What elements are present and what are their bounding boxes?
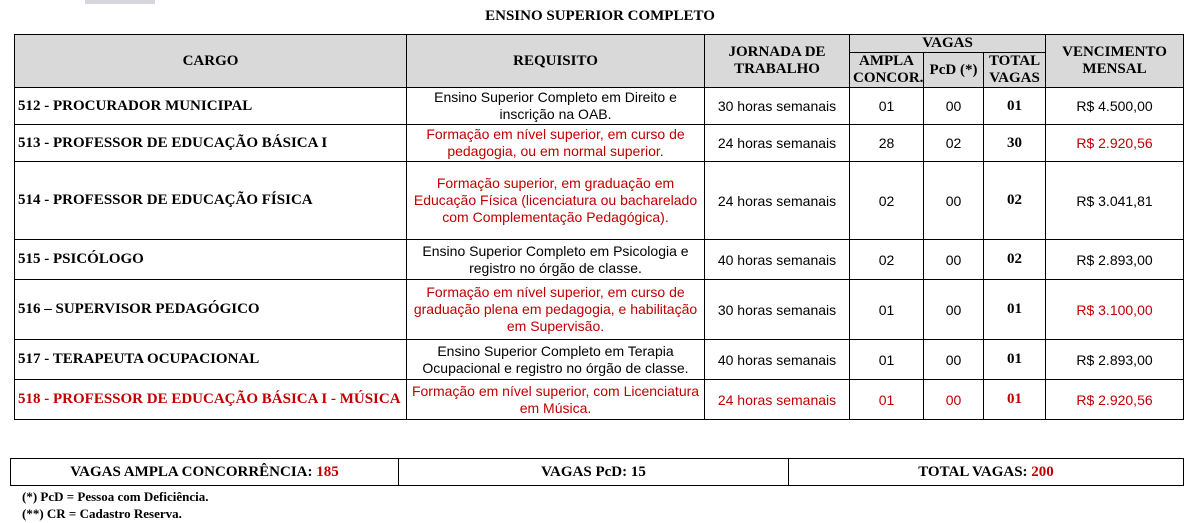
- ampla-cell: 02: [850, 240, 924, 280]
- total-pcd-cell: [399, 459, 789, 486]
- jornada-cell: 40 horas semanais: [705, 240, 850, 280]
- jornada-cell: 24 horas semanais: [705, 162, 850, 240]
- pcd-cell: 02: [924, 125, 984, 162]
- total-cell: 02: [984, 162, 1046, 240]
- footnotes: [22, 488, 208, 522]
- requisito-cell: Ensino Superior Completo em Psicologia e registro no órgão de classe.: [407, 240, 705, 280]
- total-cell: 30: [984, 125, 1046, 162]
- table-row: [15, 280, 1184, 340]
- jornada-cell: 30 horas semanais: [705, 88, 850, 125]
- jornada-cell: 30 horas semanais: [705, 280, 850, 340]
- footnote-pcd: (*) PcD = Pessoa com Deficiência.: [22, 489, 209, 504]
- requisito-cell: Formação em nível superior, com Licenciatura em Música.: [407, 380, 705, 420]
- vencimento-cell: R$ 3.041,81: [1046, 162, 1184, 240]
- pcd-cell: 00: [924, 380, 984, 420]
- ampla-cell: 28: [850, 125, 924, 162]
- table-row: [15, 240, 1184, 280]
- requisito-cell: Ensino Superior Completo em Direito e inscrição na OAB.: [407, 88, 705, 125]
- total-vagas-value: 200: [1031, 463, 1054, 480]
- header-vencimento: VENCIMENTO MENSAL: [1046, 35, 1184, 88]
- header-requisito: REQUISITO: [407, 35, 705, 88]
- total-cell: 01: [984, 88, 1046, 125]
- cargo-cell: 517 - TERAPEUTA OCUPACIONAL: [15, 340, 407, 380]
- ampla-cell: 01: [850, 88, 924, 125]
- pcd-cell: 00: [924, 340, 984, 380]
- header-cargo: CARGO: [15, 35, 407, 88]
- total-cell: 01: [984, 340, 1046, 380]
- ampla-cell: 02: [850, 162, 924, 240]
- vencimento-cell: R$ 2.920,56: [1046, 125, 1184, 162]
- ampla-cell: 01: [850, 340, 924, 380]
- vencimento-cell: R$ 4.500,00: [1046, 88, 1184, 125]
- cargo-cell: 512 - PROCURADOR MUNICIPAL: [15, 88, 407, 125]
- table-row: [15, 340, 1184, 380]
- requisito-cell: Formação superior, em graduação em Educação Física (licenciatura ou bacharelado com Complementação Pedagógica).: [407, 162, 705, 240]
- total-cell: 01: [984, 280, 1046, 340]
- cargo-cell: 515 - PSICÓLOGO: [15, 240, 407, 280]
- jornada-cell: 24 horas semanais: [705, 380, 850, 420]
- total-ampla-cell: [11, 459, 399, 486]
- table-row: [15, 125, 1184, 162]
- jornada-cell: 24 horas semanais: [705, 125, 850, 162]
- pcd-cell: 00: [924, 240, 984, 280]
- pcd-cell: 00: [924, 162, 984, 240]
- header-jornada: JORNADA DE TRABALHO: [705, 35, 850, 88]
- footnote-cr: (**) CR = Cadastro Reserva.: [22, 506, 182, 521]
- cargo-cell: 514 - PROFESSOR DE EDUCAÇÃO FÍSICA: [15, 162, 407, 240]
- requisito-cell: Ensino Superior Completo em Terapia Ocupacional e registro no órgão de classe.: [407, 340, 705, 380]
- vencimento-cell: R$ 2.893,00: [1046, 240, 1184, 280]
- pcd-cell: 00: [924, 88, 984, 125]
- vencimento-cell: R$ 2.920,56: [1046, 380, 1184, 420]
- positions-table: [14, 34, 1184, 420]
- total-cell: 01: [984, 380, 1046, 420]
- cargo-cell: 513 - PROFESSOR DE EDUCAÇÃO BÁSICA I: [15, 125, 407, 162]
- top-edge-mark: [85, 0, 155, 4]
- total-ampla-value: 185: [316, 463, 339, 480]
- header-vagas: VAGAS: [850, 35, 1046, 53]
- total-pcd-label: VAGAS PcD:: [541, 463, 628, 480]
- ampla-cell: 01: [850, 380, 924, 420]
- vencimento-cell: R$ 3.100,00: [1046, 280, 1184, 340]
- table-row: [15, 162, 1184, 240]
- pcd-cell: 00: [924, 280, 984, 340]
- vencimento-cell: R$ 2.893,00: [1046, 340, 1184, 380]
- total-cell: 02: [984, 240, 1046, 280]
- total-vagas-label: TOTAL VAGAS:: [918, 463, 1028, 480]
- jornada-cell: 40 horas semanais: [705, 340, 850, 380]
- requisito-cell: Formação em nível superior, em curso de graduação plena em pedagogia, e habilitação em Supervisão.: [407, 280, 705, 340]
- cargo-cell: 518 - PROFESSOR DE EDUCAÇÃO BÁSICA I - MÚSICA: [15, 380, 407, 420]
- totals-table: [10, 458, 1184, 486]
- page-title: ENSINO SUPERIOR COMPLETO: [485, 8, 715, 24]
- table-row: [15, 380, 1184, 420]
- total-ampla-label: VAGAS AMPLA CONCORRÊNCIA:: [70, 463, 313, 480]
- total-vagas-cell: [789, 459, 1184, 486]
- total-pcd-value: 15: [630, 463, 646, 480]
- header-ampla: AMPLA CONCOR.: [850, 53, 924, 88]
- cargo-cell: 516 – SUPERVISOR PEDAGÓGICO: [15, 280, 407, 340]
- requisito-cell: Formação em nível superior, em curso de pedagogia, ou em normal superior.: [407, 125, 705, 162]
- header-pcd: PcD (*): [924, 53, 984, 88]
- header-total: TOTAL VAGAS: [984, 53, 1046, 88]
- ampla-cell: 01: [850, 280, 924, 340]
- table-row: [15, 88, 1184, 125]
